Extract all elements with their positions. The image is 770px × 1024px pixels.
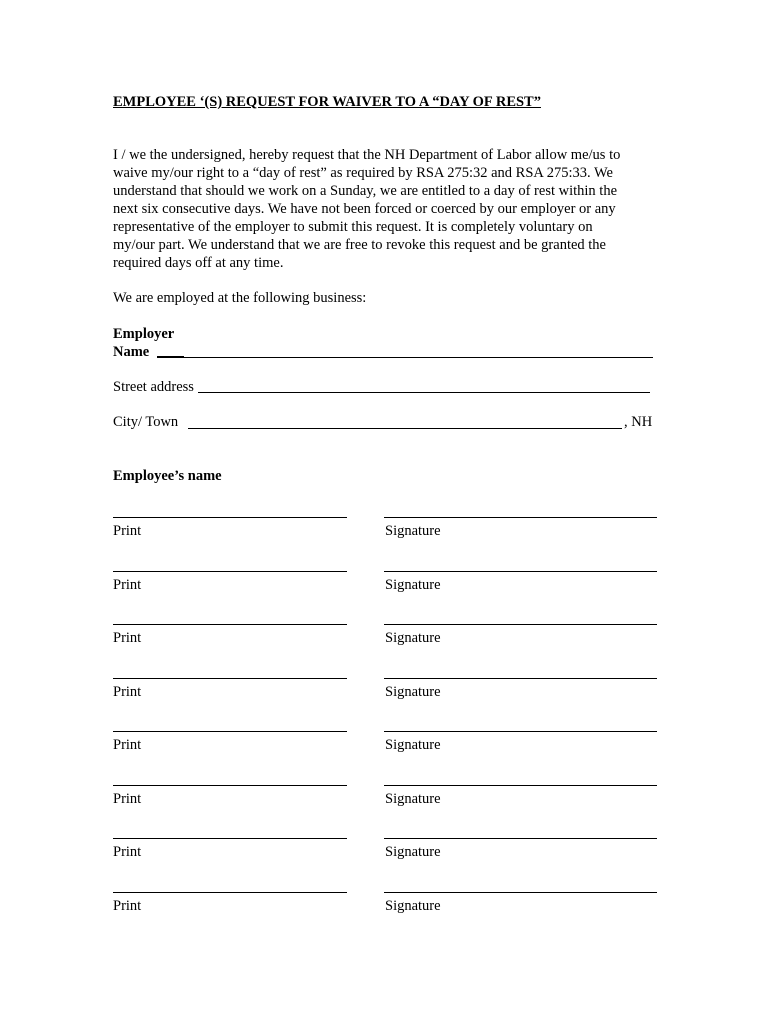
employer-label-line2: Name <box>113 344 150 360</box>
print-name-field[interactable] <box>113 785 347 786</box>
employed-statement: We are employed at the following business: <box>113 290 367 306</box>
signature-field[interactable] <box>384 731 657 732</box>
print-name-field[interactable] <box>113 678 347 679</box>
signature-field[interactable] <box>384 678 657 679</box>
employee-name-heading: Employee’s name <box>113 468 222 484</box>
intro-line: next six consecutive days. We have not been forced or coerced by our employer or any <box>113 201 616 217</box>
field-underline <box>157 356 184 357</box>
intro-line: understand that should we work on a Sunday, we are entitled to a day of rest within the <box>113 183 618 199</box>
state-suffix: , NH <box>624 414 653 430</box>
intro-line: representative of the employer to submit this request. It is completely voluntary on <box>113 219 593 235</box>
signature-label: Signature <box>385 844 441 860</box>
employer-label-line1: Employer <box>113 326 175 342</box>
print-name-field[interactable] <box>113 571 347 572</box>
signature-field[interactable] <box>384 892 657 893</box>
print-name-field[interactable] <box>113 517 347 518</box>
print-name-field[interactable] <box>113 838 347 839</box>
signature-row <box>0 517 770 557</box>
print-label: Print <box>113 577 142 593</box>
signature-label: Signature <box>385 684 441 700</box>
signature-field[interactable] <box>384 517 657 518</box>
document-title: EMPLOYEE ‘(S) REQUEST FOR WAIVER TO A “DAY OF REST” <box>113 94 541 110</box>
signature-label: Signature <box>385 523 441 539</box>
signature-label: Signature <box>385 791 441 807</box>
signature-label: Signature <box>385 577 441 593</box>
signature-label: Signature <box>385 630 441 646</box>
street-address-label: Street address <box>113 379 194 395</box>
signature-row <box>0 785 770 825</box>
signature-label: Signature <box>385 737 441 753</box>
signature-row <box>0 678 770 718</box>
signature-field[interactable] <box>384 785 657 786</box>
signature-row <box>0 571 770 611</box>
signature-row <box>0 624 770 664</box>
print-label: Print <box>113 791 142 807</box>
print-name-field[interactable] <box>113 731 347 732</box>
intro-line: required days off at any time. <box>113 255 284 271</box>
signature-row <box>0 892 770 932</box>
print-label: Print <box>113 737 142 753</box>
signature-field[interactable] <box>384 838 657 839</box>
signature-label: Signature <box>385 898 441 914</box>
intro-line: waive my/our right to a “day of rest” as required by RSA 275:32 and RSA 275:33. We <box>113 165 613 181</box>
intro-line: my/our part. We understand that we are free to revoke this request and be granted the <box>113 237 606 253</box>
intro-paragraph <box>113 146 658 272</box>
intro-line: I / we the undersigned, hereby request that the NH Department of Labor allow me/us to <box>113 147 621 163</box>
signature-field[interactable] <box>384 571 657 572</box>
signature-field[interactable] <box>384 624 657 625</box>
print-label: Print <box>113 844 142 860</box>
city-town-field[interactable] <box>188 428 622 429</box>
print-label: Print <box>113 898 142 914</box>
signature-row <box>0 731 770 771</box>
signature-row <box>0 838 770 878</box>
print-label: Print <box>113 630 142 646</box>
street-address-field[interactable] <box>198 392 650 393</box>
print-label: Print <box>113 523 142 539</box>
print-label: Print <box>113 684 142 700</box>
employer-name-field[interactable] <box>157 357 653 358</box>
print-name-field[interactable] <box>113 624 347 625</box>
city-town-label: City/ Town <box>113 414 179 430</box>
print-name-field[interactable] <box>113 892 347 893</box>
